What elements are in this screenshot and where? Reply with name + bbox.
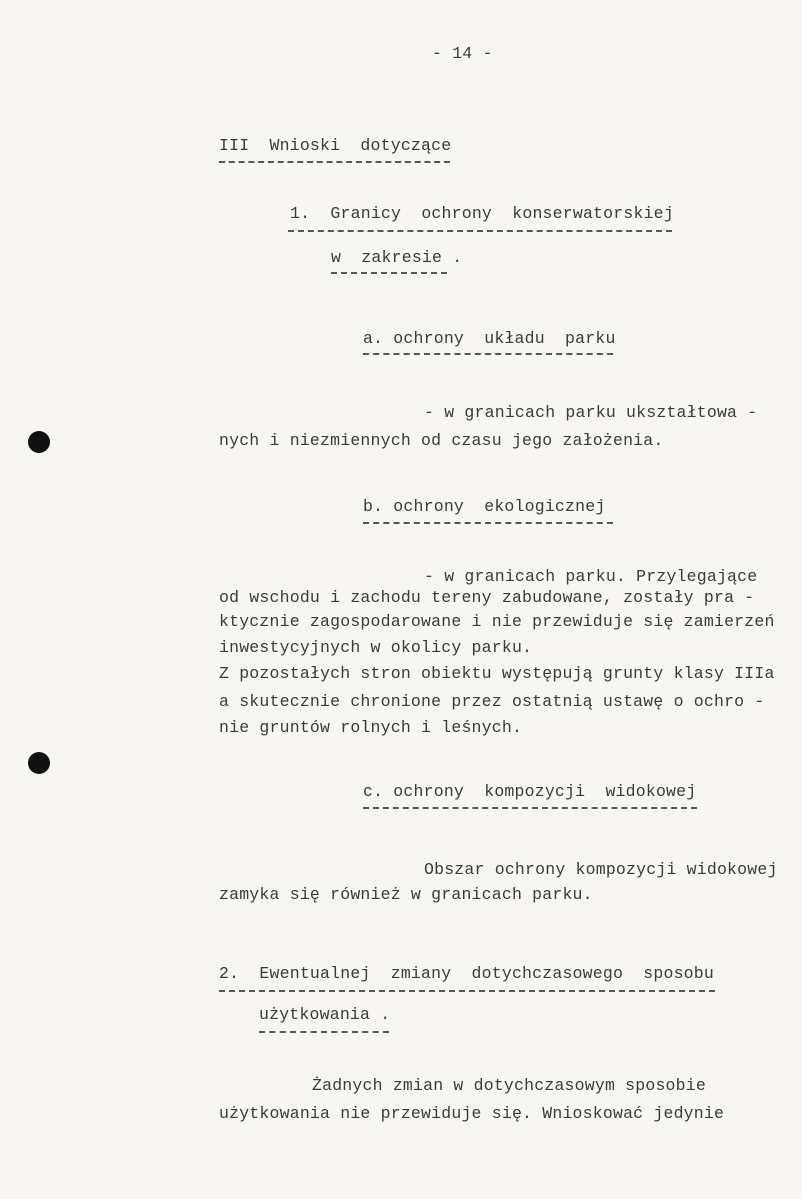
- item2-subheading-underline: [259, 1031, 389, 1033]
- punch-hole-top: [28, 431, 50, 453]
- item1a-line-1: - w granicach parku ukształtowa -: [424, 403, 758, 422]
- item1c-line-1: Obszar ochrony kompozycji widokowej: [424, 860, 778, 879]
- item1b-line-7: nie gruntów rolnych i leśnych.: [219, 718, 523, 737]
- item2-heading: 2. Ewentualnej zmiany dotychczasowego sposobu: [219, 964, 714, 983]
- item1c-line-2: zamyka się również w granicach parku.: [219, 885, 593, 904]
- item1-heading: 1. Granicy ochrony konserwatorskiej: [290, 204, 674, 223]
- item1c-heading-underline: [363, 807, 697, 809]
- item1a-line-2: nych i niezmiennych od czasu jego założenia.: [219, 431, 664, 450]
- item1b-line-2: od wschodu i zachodu tereny zabudowane, zostały pra -: [219, 588, 755, 607]
- item1b-line-1: - w granicach parku. Przylegające: [424, 567, 758, 586]
- item1-heading-underline: [288, 230, 672, 232]
- item1b-line-4: inwestycyjnych w okolicy parku.: [219, 638, 533, 657]
- section-heading-underline: [219, 161, 450, 163]
- page-number: - 14 -: [432, 44, 493, 63]
- item2-heading-underline: [219, 990, 715, 992]
- item2-line-2: użytkowania nie przewiduje się. Wnioskować jedynie: [219, 1104, 725, 1123]
- item1b-heading: b. ochrony ekologicznej: [363, 497, 606, 516]
- item1b-line-3: ktycznie zagospodarowane i nie przewiduje się zamierzeń: [219, 612, 775, 631]
- item2-line-1: Żadnych zmian w dotychczasowym sposobie: [312, 1076, 706, 1095]
- item1a-heading: a. ochrony układu parku: [363, 329, 616, 348]
- item1b-line-6: a skutecznie chronione przez ostatnią ustawę o ochro -: [219, 692, 765, 711]
- section-heading: III Wnioski dotyczące: [219, 136, 452, 155]
- item1b-line-5: Z pozostałych stron obiektu występują grunty klasy IIIa: [219, 664, 775, 683]
- item1c-heading: c. ochrony kompozycji widokowej: [363, 782, 697, 801]
- item1-subheading-underline: [331, 272, 447, 274]
- item1b-heading-underline: [363, 522, 613, 524]
- punch-hole-bottom: [28, 752, 50, 774]
- item2-subheading: użytkowania .: [259, 1005, 391, 1024]
- item1a-heading-underline: [363, 353, 613, 355]
- item1-subheading: w zakresie .: [331, 248, 463, 267]
